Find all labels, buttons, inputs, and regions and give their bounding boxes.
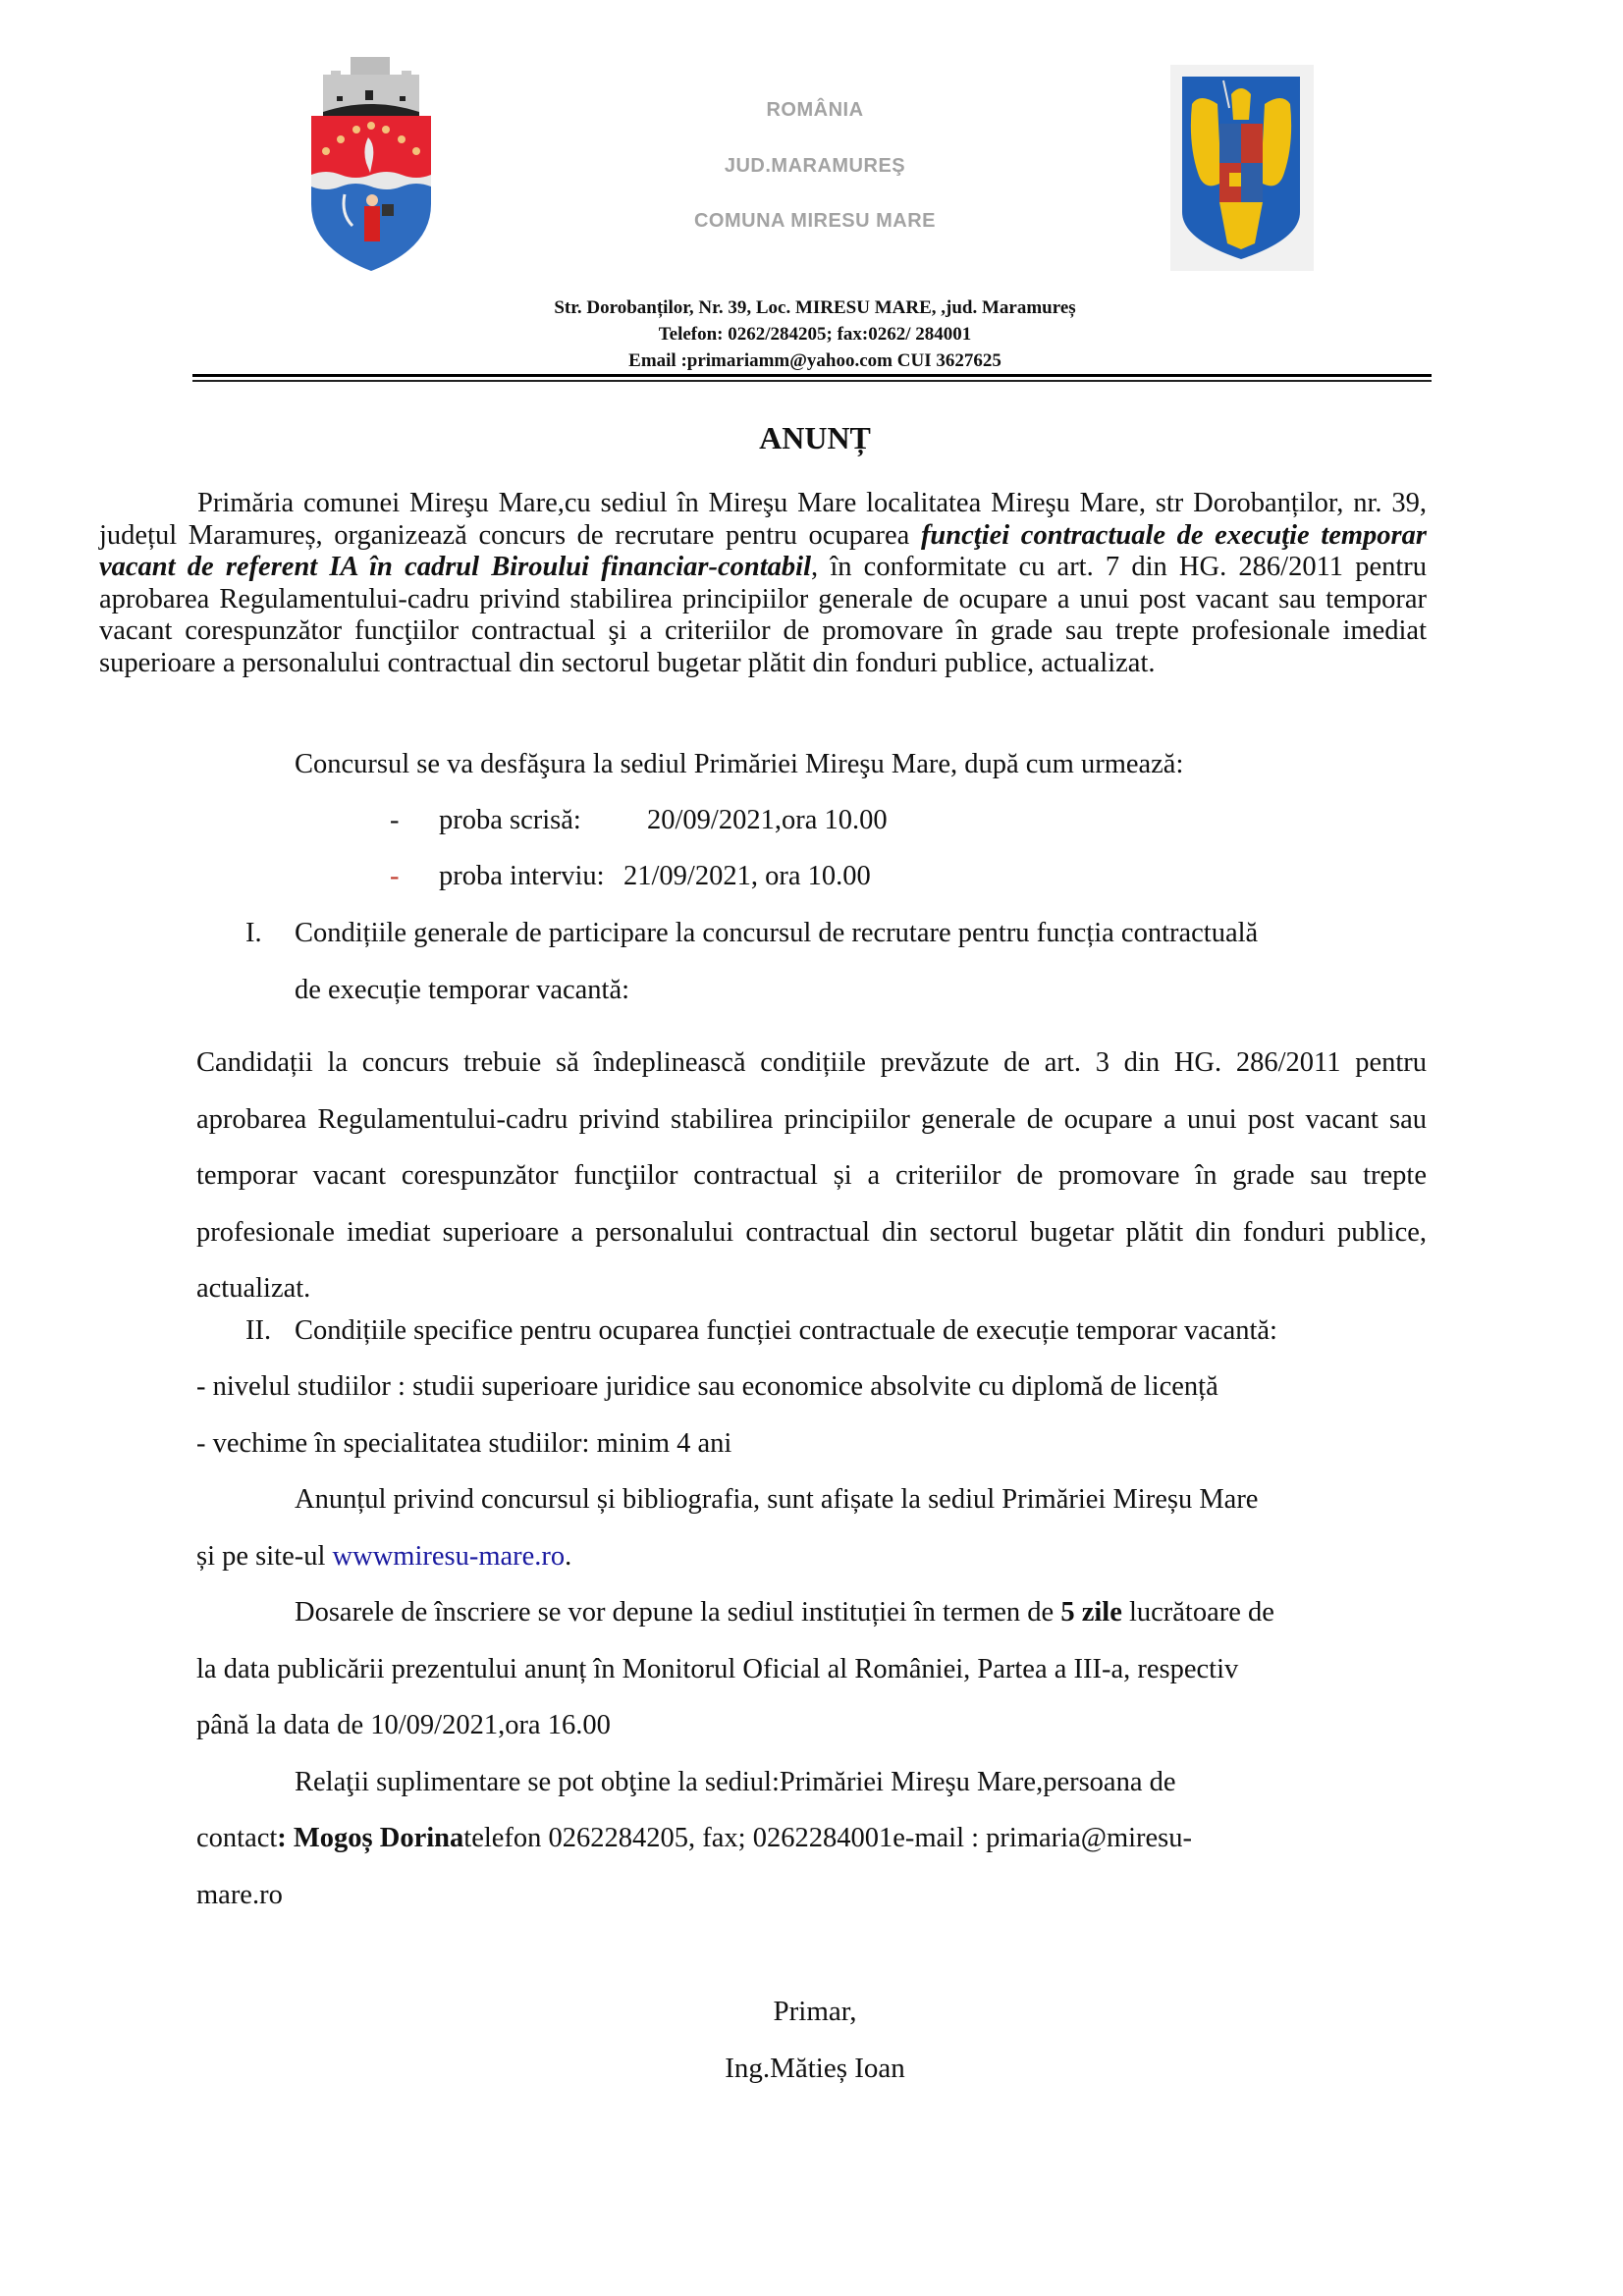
section1-heading-line1: Condițiile generale de participare la concursul de recrutare pentru funcția contractuală [295,918,1259,948]
header-country: ROMÂNIA [766,99,864,121]
contact-line1: Relaţii suplimentare se pot obţine la sediul:Primăriei Mireşu Mare,persoana de [295,1767,1176,1797]
dossier-line1 [295,1597,1274,1629]
intro-text-before: Primăria comunei Mireşu Mare,cu sediul în Mireşu Mare localitatea Mireşu Mare, str Dorobanților, nr. 39, județul Maramureș, organizează concurs de recrutare pentru ocuparea [99,488,1427,551]
intro-position-emphasis: funcţiei contractuale de execuţie temporar vacant de referent IA în cadrul Biroului financiar-contabil [99,519,1427,583]
contact-line2 [196,1823,1192,1854]
notice-suffix: . [565,1541,572,1572]
notice-line2 [196,1541,571,1573]
website-link[interactable]: wwwmiresu-mare.ro [332,1541,566,1572]
header-county: JUD.MARAMUREŞ [724,155,906,177]
intro-text-after: , în conformitate cu art. 7 din HG. 286/2011 pentru aprobarea Regulamentului-cadru privind stabilirea principiilor generale de ocupare a unui post vacant sau temporar vacant corespunzător funcţiilor contractual şi a criteriilor de promovare în grade sau trepte profesionale imediat superioare a personalului contractual din sectorul bugetar plătit din fonduri publice, actualizat. [99,552,1428,678]
dossier-line3: până la data de 10/09/2021,ora 16.00 [196,1710,611,1740]
schedule-label: proba interviu: [439,861,605,891]
schedule-intro: Concursul se va desfăşura la sediul Primăriei Mireşu Mare, după cum urmează: [295,749,1184,779]
header-address: Str. Dorobanților, Nr. 39, Loc. MIRESU MARE, ,jud. Maramureș [554,297,1076,318]
contact-line3: mare.ro [196,1880,283,1910]
dossier-deadline-days: 5 zile [1060,1597,1122,1628]
contact-person: : Mogoș Dorina [277,1823,464,1853]
dossier-before: Dosarele de înscriere se vor depune la sediul instituției în termen de [295,1597,1061,1628]
section1-heading-line2: de execuție temporar vacantă: [295,975,630,1005]
contact-details: telefon 0262284205, fax; 0262284001e-mail : primaria@miresu- [463,1823,1193,1853]
schedule-value: 20/09/2021,ora 10.00 [647,805,888,835]
dash-bullet: - [390,805,400,835]
notice-prefix: și pe site-ul [196,1541,333,1572]
schedule-value: 21/09/2021, ora 10.00 [623,861,871,891]
section1-body: Candidații la concurs trebuie să îndeplinească condițiile prevăzute de art. 3 din HG. 286/2011 pentru aprobarea Regulamentului-cadru privind stabilirea principiilor generale de ocupare a unui post vacant sau temporar vacant corespunzător funcţiilor contractual și a criteriilor de promovare în grade sau trepte profesionale imediat superioare a personalului contractual din sectorul bugetar plătit din fonduri publice, actualizat. [196,1047,1427,1305]
dossier-after: lucrătoare de [1121,1597,1274,1628]
header-phone: Telefon: 0262/284205; fax:0262/ 284001 [658,324,972,345]
dash-bullet: - [390,861,400,891]
schedule-item [390,805,888,836]
header-divider-thin [192,380,1432,382]
romania-coat-of-arms-icon [1170,65,1314,271]
header-email: Email :primariamm@yahoo.com CUI 3627625 [628,350,1001,371]
section2-numeral: II. [245,1315,272,1346]
header-commune: COMUNA MIRESU MARE [693,210,937,232]
notice-line1: Anunțul privind concursul și bibliografia, sunt afișate la sediul Primăriei Mireșu Mare [295,1484,1259,1515]
intro-paragraph [99,488,1427,680]
section2-heading: Condițiile specifice pentru ocuparea funcției contractuale de execuție temporar vacantă: [295,1315,1277,1346]
section2-item: - nivelul studiilor : studii superioare juridice sau economice absolvite cu diplomă de licență [196,1371,1218,1402]
contact-prefix: contact [196,1823,278,1853]
schedule-item [390,861,871,892]
dossier-line2: la data publicării prezentului anunț în Monitorul Oficial al României, Partea a III-a, respectiv [196,1654,1239,1684]
commune-coat-of-arms-icon [301,57,441,273]
signature-role: Primar, [773,1996,857,2027]
header-divider [192,374,1432,377]
schedule-label: proba scrisă: [439,805,581,835]
section2-item: - vechime în specialitatea studiilor: minim 4 ani [196,1428,732,1459]
page-title: ANUNȚ [759,420,871,455]
signature-name: Ing.Mătieș Ioan [725,2053,905,2084]
section1-numeral: I. [245,918,262,948]
